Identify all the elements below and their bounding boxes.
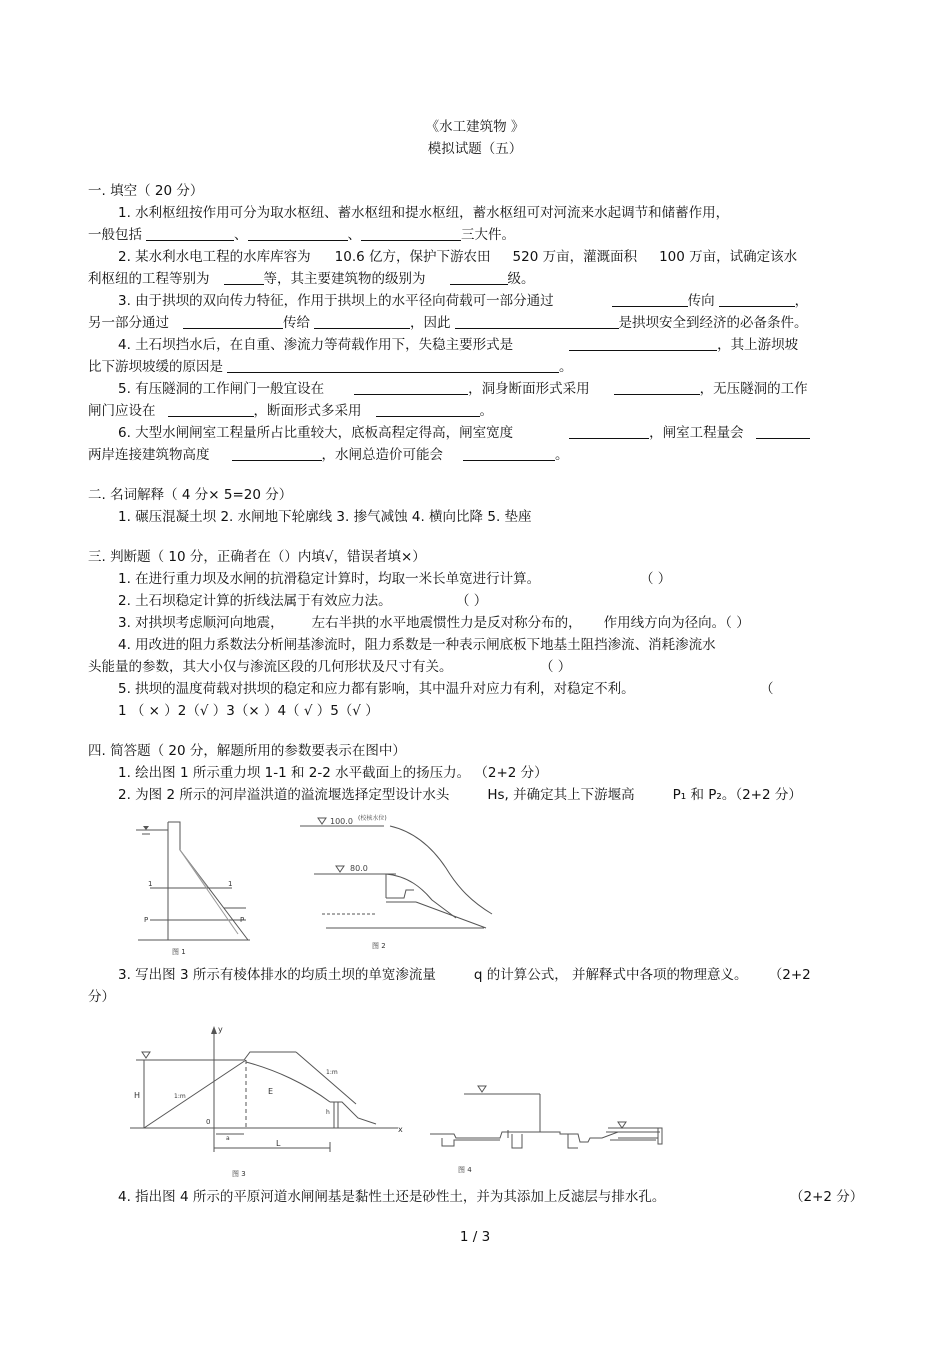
q3-line1: 3. 由于拱坝的双向传力特征，作用于拱坝上的水平径向荷载可一部分通过 传向 ， xyxy=(118,293,809,309)
blank xyxy=(463,446,555,461)
fig1-mark-p2: P xyxy=(240,916,245,924)
short-q3-line1: 3. 写出图 3 所示有棱体排水的均质土坝的单宽渗流量 q 的计算公式， 并解释式中各项的物理意义。 （2+2 xyxy=(118,967,811,983)
blank xyxy=(314,314,410,329)
section4-heading: 四. 简答题（ 20 分，解题所用的参数要表示在图中） xyxy=(88,743,406,759)
fig3-slope-down: 1:m xyxy=(326,1069,338,1076)
short-q3-line2: 分） xyxy=(88,989,115,1005)
blank xyxy=(719,292,795,307)
fig2-level-high: 100.0 xyxy=(330,817,353,826)
fig3-axis-y: y xyxy=(218,1025,223,1034)
fig4-caption: 图 4 xyxy=(458,1166,472,1174)
blank xyxy=(756,424,810,439)
fig2-caption: 图 2 xyxy=(372,942,386,950)
q3-line2: 另一部分通过 传给 ，因此 是拱坝安全到经济的必备条件。 xyxy=(88,315,808,331)
fig3-label-O: 0 xyxy=(206,1118,211,1126)
fig3-label-H: H xyxy=(134,1091,141,1100)
short-q2: 2. 为图 2 所示的河岸溢洪道的溢流堰选择定型设计水头 Hs, 并确定其上下游堰高 P₁ 和 P₂。（2+2 分） xyxy=(118,787,802,803)
fig3-label-L: L xyxy=(276,1139,281,1148)
section3-heading: 三. 判断题（ 10 分，正确者在（）内填√，错误者填×） xyxy=(88,549,426,565)
blank xyxy=(614,380,700,395)
q1-line2: 一般包括 、 、 三大件。 xyxy=(88,227,515,243)
judge-q2: 2. 土石坝稳定计算的折线法属于有效应力法。 xyxy=(118,593,392,609)
doc-subtitle: 模拟试题（五） xyxy=(427,141,523,157)
judge-q4-line2: 头能量的参数，其大小仅与渗流区段的几何形状及尺寸有关。 xyxy=(88,659,453,675)
fig2-level-note: (校核水位) xyxy=(358,815,387,822)
q2-line2: 利枢纽的工程等别为 等，其主要建筑物的级别为 级。 xyxy=(88,271,535,287)
fig2-level-low: 80.0 xyxy=(350,864,368,873)
fig1-mark-1b: 1 xyxy=(228,880,233,888)
q4-line2: 比下游坝坡缓的原因是 。 xyxy=(88,359,573,375)
judge-q5: 5. 拱坝的温度荷载对拱坝的稳定和应力都有影响，其中温升对应力有利，对稳定不利。 xyxy=(118,681,635,697)
q6-line2: 两岸连接建筑物高度 ，水闸总造价可能会 。 xyxy=(88,447,569,463)
figure-1 xyxy=(128,818,258,958)
fig3-label-a: a xyxy=(226,1135,230,1142)
judge-q1-paren: （ ） xyxy=(640,571,672,587)
q1-line1: 1. 水利枢纽按作用可分为取水枢纽、蓄水枢纽和提水枢纽，蓄水枢纽可对河流来水起调节和储蓄作用， xyxy=(118,205,730,221)
figure-4 xyxy=(430,1076,670,1176)
blank xyxy=(168,402,254,417)
figure-3 xyxy=(126,1022,416,1180)
q5-line2: 闸门应设在 ，断面形式多采用 。 xyxy=(88,403,493,419)
section1-heading: 一. 填空（ 20 分） xyxy=(88,183,204,199)
blank xyxy=(569,424,649,439)
blank xyxy=(224,270,264,285)
blank xyxy=(354,380,468,395)
judge-answers: 1 （ × ）2（√ ）3（× ）4（ √ ）5（√ ） xyxy=(118,703,379,719)
fig1-caption: 图 1 xyxy=(172,948,186,956)
blank xyxy=(612,292,688,307)
q6-line1: 6. 大型水闸闸室工程量所占比重较大，底板高程定得高，闸室宽度 ，闸室工程量会 xyxy=(118,424,810,442)
blank xyxy=(146,226,234,241)
short-q4: 4. 指出图 4 所示的平原河道水闸闸基是黏性土还是砂性土，并为其添加上反滤层与排水孔。 xyxy=(118,1189,666,1205)
figure-2 xyxy=(296,810,506,952)
fig3-label-E: E xyxy=(268,1087,274,1096)
blank xyxy=(361,226,461,241)
judge-q4-line1: 4. 用改进的阻力系数法分析闸基渗流时，阻力系数是一种表示闸底板下地基土阻挡渗流、消耗渗流水 xyxy=(118,637,716,653)
blank xyxy=(232,446,322,461)
short-q4-score: （2+2 分） xyxy=(790,1189,864,1205)
blank xyxy=(376,402,480,417)
fig1-mark-p1: P xyxy=(144,916,149,924)
judge-q3: 3. 对拱坝考虑顺河向地震， 左右半拱的水平地震惯性力是反对称分布的， 作用线方向为径向。（ ） xyxy=(118,615,750,631)
page-number: 1 / 3 xyxy=(459,1229,491,1245)
blank xyxy=(450,270,508,285)
blank xyxy=(569,336,717,351)
fig3-caption: 图 3 xyxy=(232,1170,246,1178)
blank xyxy=(227,358,559,373)
q2-line1: 2. 某水利水电工程的水库库容为 10.6 亿方，保护下游农田 520 万亩，灌溉面积 100 万亩，试确定该水 xyxy=(118,249,798,265)
judge-q4-paren: （ ） xyxy=(540,659,572,675)
fig3-axis-x: x xyxy=(398,1125,403,1134)
blank xyxy=(248,226,348,241)
fig1-mark-1a: 1 xyxy=(148,880,153,888)
short-q1: 1. 绘出图 1 所示重力坝 1-1 和 2-2 水平截面上的扬压力。 （2+2 分） xyxy=(118,765,548,781)
q4-line1: 4. 土石坝挡水后，在自重、渗流力等荷载作用下，失稳主要形式是 ，其上游坝坡 xyxy=(118,337,799,353)
terms-list: 1. 碾压混凝土坝 2. 水闸地下轮廓线 3. 掺气减蚀 4. 横向比降 5. 垫座 xyxy=(118,509,532,525)
judge-q5-paren: （ xyxy=(760,681,774,697)
blank xyxy=(455,314,619,329)
blank xyxy=(183,314,283,329)
judge-q1: 1. 在进行重力坝及水闸的抗滑稳定计算时，均取一米长单宽进行计算。 xyxy=(118,571,541,587)
q5-line1: 5. 有压隧洞的工作闸门一般宜设在 ，洞身断面形式采用 ，无压隧洞的工作 xyxy=(118,381,808,397)
fig3-label-h: h xyxy=(326,1109,330,1116)
section2-heading: 二. 名词解释（ 4 分× 5=20 分） xyxy=(88,487,293,503)
judge-q2-paren: （ ） xyxy=(456,593,488,609)
doc-title: 《水工建筑物 》 xyxy=(425,119,525,135)
fig3-slope-up: 1:m xyxy=(174,1093,186,1100)
